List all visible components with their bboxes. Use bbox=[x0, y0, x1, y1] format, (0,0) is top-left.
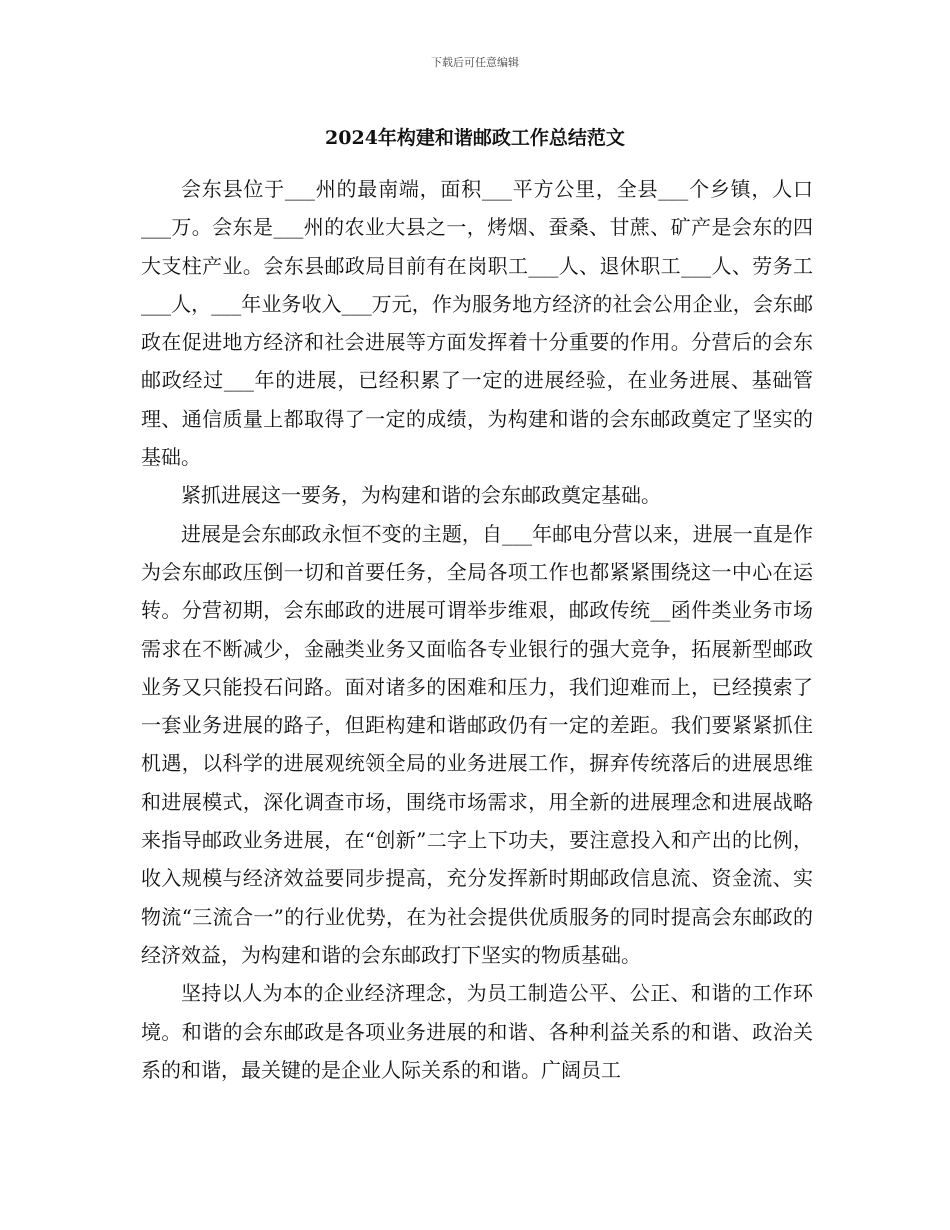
paragraph-intro: 会东县位于___州的最南端，面积___平方公里，全县___个乡镇，人口___万。会东是___州的农业大县之一，烤烟、蚕桑、甘蔗、矿产是会东的四大支柱产业。会东县邮政局目前有在岗职工___人、退休职工___人、劳务工___人，___年业务收入___万元，作为服务地方经济的社会公用企业，会东邮政在促进地方经济和社会进展等方面发挥着十分重要的作用。分营后的会东邮政经过___年的进展，已经积累了一定的进展经验，在业务进展、基础管理、通信质量上都取得了一定的成绩，为构建和谐的会东邮政奠定了坚实的基础。 bbox=[141, 177, 813, 470]
paragraph-people-oriented: 坚持以人为本的企业经济理念，为员工制造公平、公正、和谐的工作环境。和谐的会东邮政是各项业务进展的和谐、各种利益关系的和谐、政治关系的和谐，最关键的是企业人际关系的和谐。广阔员工 bbox=[141, 981, 813, 1082]
document-title: 2024年构建和谐邮政工作总结范文 bbox=[325, 127, 625, 149]
page-header-note: 下载后可任意编辑 bbox=[431, 56, 519, 69]
document-body bbox=[141, 170, 813, 1089]
paragraph-development: 进展是会东邮政永恒不变的主题，自___年邮电分营以来，进展一直是作为会东邮政压倒一切和首要任务，全局各项工作也都紧紧围绕这一中心在运转。分营初期，会东邮政的进展可谓举步维艰，邮政传统__函件类业务市场需求在不断减少，金融类业务又面临各专业银行的强大竞争，拓展新型邮政业务又只能投石问路。面对诸多的困难和压力，我们迎难而上，已经摸索了一套业务进展的路子，但距构建和谐邮政仍有一定的差距。我们要紧紧抓住机遇，以科学的进展观统领全局的业务进展工作，摒弃传统落后的进展思维和进展模式，深化调查市场，围绕市场需求，用全新的进展理念和进展战略来指导邮政业务进展，在“创新”二字上下功夫，要注意投入和产出的比例，收入规模与经济效益要同步提高，充分发挥新时期邮政信息流、资金流、实物流“三流合一”的行业优势，在为社会提供优质服务的同时提高会东邮政的经济效益，为构建和谐的会东邮政打下坚实的物质基础。 bbox=[141, 521, 813, 967]
paragraph-heading-development: 紧抓进展这一要务，为构建和谐的会东邮政奠定基础。 bbox=[181, 483, 661, 508]
